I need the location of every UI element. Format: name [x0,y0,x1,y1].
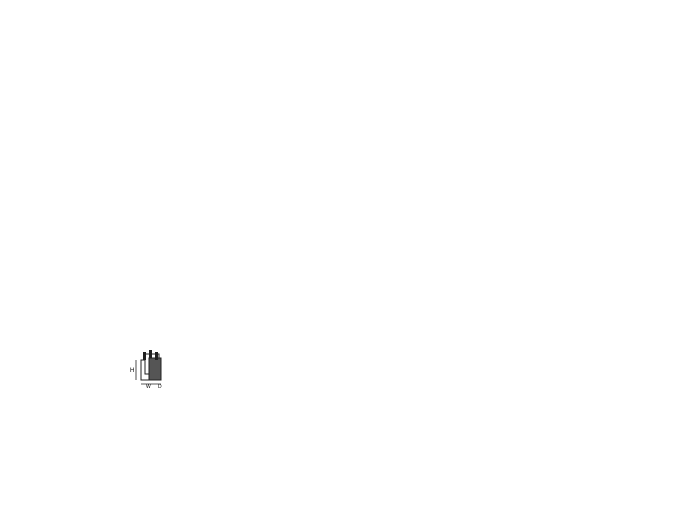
svg-text:W: W [146,384,151,388]
svg-text:D: D [158,384,162,388]
breaker-dimension-sketch-icon [128,350,170,388]
svg-text:H: H [130,368,135,374]
